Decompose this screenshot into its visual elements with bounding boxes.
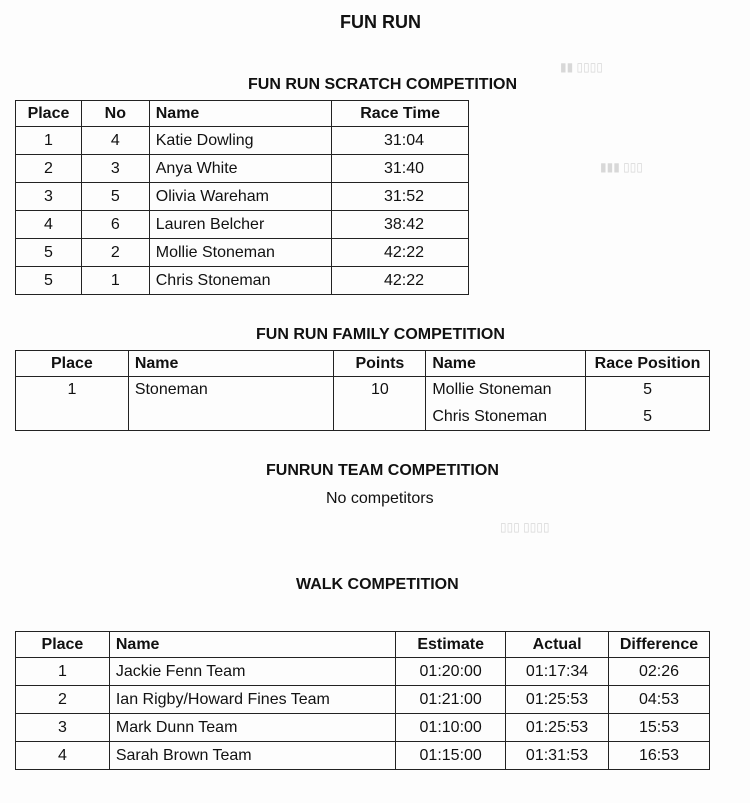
col-member-name: Name <box>426 351 586 377</box>
name-cell: Ian Rigby/Howard Fines Team <box>109 686 395 714</box>
place-cell: 1 <box>16 377 129 404</box>
place-cell: 1 <box>16 658 110 686</box>
number-cell: 4 <box>81 127 149 155</box>
col-place: Place <box>16 632 110 658</box>
show-through-marks: ▮▮▮ ▯▯▯ <box>600 160 643 174</box>
place-cell: 2 <box>16 686 110 714</box>
table-row <box>16 742 710 770</box>
table-row <box>16 404 710 431</box>
place-cell: 3 <box>16 183 82 211</box>
time-cell: 42:22 <box>332 239 469 267</box>
family-table <box>15 350 710 431</box>
col-place: Place <box>16 101 82 127</box>
scratch-header-row <box>16 101 469 127</box>
table-row <box>16 377 710 404</box>
table-row <box>16 686 710 714</box>
col-points: Points <box>334 351 426 377</box>
member-name-cell: Mollie Stoneman <box>426 377 586 404</box>
table-row <box>16 127 469 155</box>
name-cell: Olivia Wareham <box>149 183 331 211</box>
position-cell: 5 <box>586 377 710 404</box>
family-heading: FUN RUN FAMILY COMPETITION <box>256 326 505 343</box>
difference-cell: 04:53 <box>609 686 710 714</box>
scratch-table <box>15 100 469 295</box>
col-race-time: Race Time <box>332 101 469 127</box>
actual-cell: 01:25:53 <box>506 686 609 714</box>
scratch-heading: FUN RUN SCRATCH COMPETITION <box>248 76 518 93</box>
number-cell: 2 <box>81 239 149 267</box>
time-cell: 31:40 <box>332 155 469 183</box>
name-cell: Mark Dunn Team <box>109 714 395 742</box>
name-cell: Katie Dowling <box>149 127 331 155</box>
place-cell: 1 <box>16 127 82 155</box>
name-cell: Jackie Fenn Team <box>109 658 395 686</box>
actual-cell: 01:17:34 <box>506 658 609 686</box>
position-cell: 5 <box>586 404 710 431</box>
table-row <box>16 155 469 183</box>
team-note: No competitors <box>326 490 434 507</box>
difference-cell: 15:53 <box>609 714 710 742</box>
place-cell: 4 <box>16 742 110 770</box>
number-cell: 1 <box>81 267 149 295</box>
place-cell: 5 <box>16 267 82 295</box>
table-row <box>16 267 469 295</box>
actual-cell: 01:25:53 <box>506 714 609 742</box>
time-cell: 38:42 <box>332 211 469 239</box>
family-name-cell: Stoneman <box>128 377 334 404</box>
table-row <box>16 714 710 742</box>
place-cell: 4 <box>16 211 82 239</box>
show-through-marks: ▯▯▯ ▯▯▯▯ <box>500 520 550 534</box>
number-cell: 5 <box>81 183 149 211</box>
place-cell: 3 <box>16 714 110 742</box>
name-cell: Mollie Stoneman <box>149 239 331 267</box>
col-name: Name <box>149 101 331 127</box>
estimate-cell: 01:10:00 <box>396 714 506 742</box>
member-name-cell: Chris Stoneman <box>426 404 586 431</box>
table-row <box>16 211 469 239</box>
col-place: Place <box>16 351 129 377</box>
name-cell: Chris Stoneman <box>149 267 331 295</box>
time-cell: 42:22 <box>332 267 469 295</box>
team-heading: FUNRUN TEAM COMPETITION <box>266 462 499 479</box>
empty-cell <box>128 404 334 431</box>
time-cell: 31:52 <box>332 183 469 211</box>
name-cell: Lauren Belcher <box>149 211 331 239</box>
empty-cell <box>16 404 129 431</box>
difference-cell: 02:26 <box>609 658 710 686</box>
walk-heading: WALK COMPETITION <box>296 576 459 593</box>
table-row <box>16 183 469 211</box>
show-through-marks: ▮▮ ▯▯▯▯ <box>560 60 603 74</box>
time-cell: 31:04 <box>332 127 469 155</box>
col-no: No <box>81 101 149 127</box>
place-cell: 5 <box>16 239 82 267</box>
empty-cell <box>334 404 426 431</box>
difference-cell: 16:53 <box>609 742 710 770</box>
number-cell: 6 <box>81 211 149 239</box>
family-header-row <box>16 351 710 377</box>
name-cell: Sarah Brown Team <box>109 742 395 770</box>
number-cell: 3 <box>81 155 149 183</box>
page-title: FUN RUN <box>340 12 421 32</box>
actual-cell: 01:31:53 <box>506 742 609 770</box>
col-race-position: Race Position <box>586 351 710 377</box>
name-cell: Anya White <box>149 155 331 183</box>
col-difference: Difference <box>609 632 710 658</box>
col-family-name: Name <box>128 351 334 377</box>
col-actual: Actual <box>506 632 609 658</box>
col-name: Name <box>109 632 395 658</box>
estimate-cell: 01:15:00 <box>396 742 506 770</box>
table-row <box>16 658 710 686</box>
walk-table <box>15 631 710 770</box>
col-estimate: Estimate <box>396 632 506 658</box>
table-row <box>16 239 469 267</box>
estimate-cell: 01:20:00 <box>396 658 506 686</box>
points-cell: 10 <box>334 377 426 404</box>
place-cell: 2 <box>16 155 82 183</box>
walk-header-row <box>16 632 710 658</box>
estimate-cell: 01:21:00 <box>396 686 506 714</box>
